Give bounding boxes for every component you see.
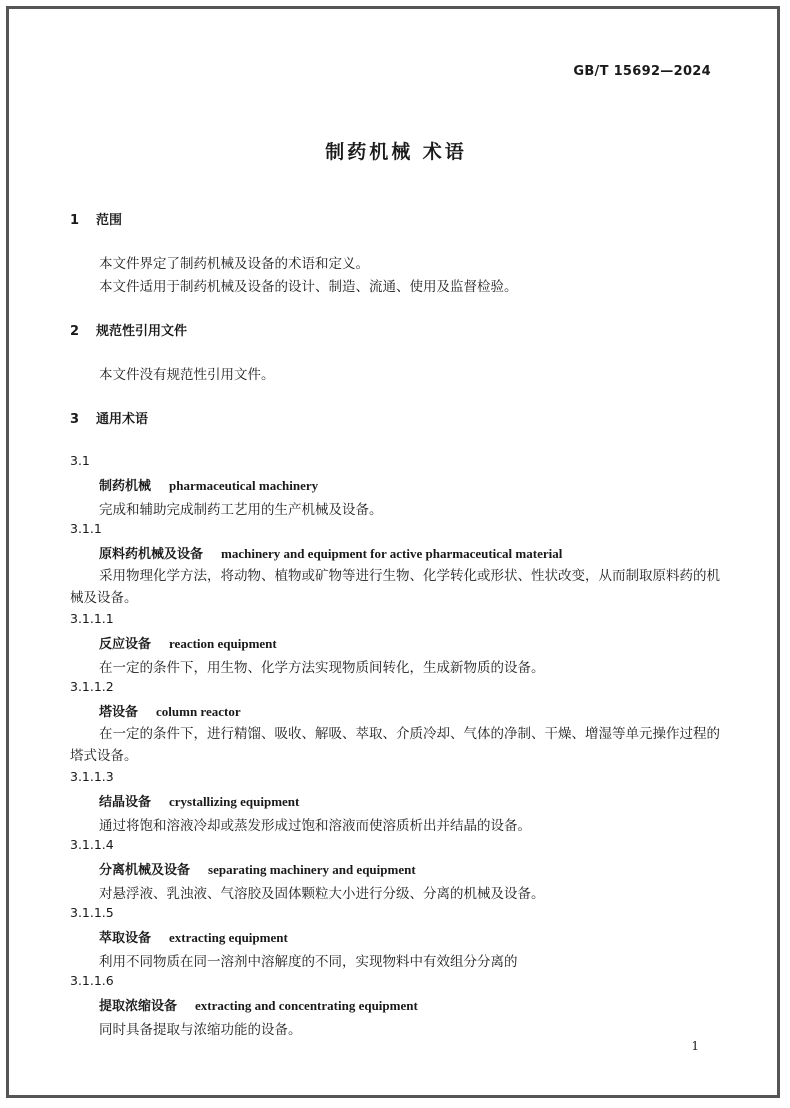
term-definition: 在一定的条件下，用生物、化学方法实现物质间转化，生成新物质的设备。 <box>99 660 545 676</box>
term-en: pharmaceutical machinery <box>169 478 319 493</box>
term-entry <box>99 995 418 1014</box>
standard-code: GB/T 15692—2024 <box>573 64 711 79</box>
term-en: extracting and concentrating equipment <box>195 998 418 1013</box>
term-en: machinery and equipment for active pharmaceutical material <box>221 546 563 561</box>
section-number: 2 <box>70 324 80 339</box>
term-en: column reactor <box>156 704 241 719</box>
section-heading-general-terms <box>70 408 148 427</box>
term-entry <box>99 791 299 810</box>
term-en: extracting equipment <box>169 930 288 945</box>
term-definition: 利用不同物质在同一溶剂中溶解度的不同，实现物料中有效组分分离的 <box>99 954 518 970</box>
page-number: 1 <box>691 1039 699 1053</box>
term-zh: 萃取设备 <box>99 931 152 946</box>
term-zh: 制药机械 <box>99 479 152 494</box>
clause-number: 3.1.1.6 <box>70 973 114 988</box>
section-number: 3 <box>70 412 80 427</box>
clause-number: 3.1.1.5 <box>70 905 114 920</box>
clause-number: 3.1 <box>70 453 90 468</box>
section-title: 规范性引用文件 <box>96 324 188 339</box>
clause-number: 3.1.1.1 <box>70 611 114 626</box>
term-en: crystallizing equipment <box>169 794 300 809</box>
term-zh: 分离机械及设备 <box>99 863 191 878</box>
scope-paragraph-1: 本文件界定了制药机械及设备的术语和定义。 <box>99 256 369 272</box>
term-definition: 通过将饱和溶液冷却或蒸发形成过饱和溶液而使溶质析出并结晶的设备。 <box>99 818 531 834</box>
section-title: 范围 <box>96 213 123 228</box>
term-definition: 同时具备提取与浓缩功能的设备。 <box>99 1022 302 1038</box>
term-definition: 完成和辅助完成制药工艺用的生产机械及设备。 <box>99 502 383 518</box>
term-definition: 对悬浮液、乳浊液、气溶胶及固体颗粒大小进行分级、分离的机械及设备。 <box>99 886 545 902</box>
document-page <box>6 6 780 1098</box>
term-entry <box>99 475 318 494</box>
term-zh: 塔设备 <box>99 705 139 720</box>
term-entry <box>99 701 241 720</box>
clause-number: 3.1.1.2 <box>70 679 114 694</box>
term-entry <box>99 927 288 946</box>
term-definition: 采用物理化学方法，将动物、植物或矿物等进行生物、化学转化或形状、性状改变，从而制取原料药的机械及设备。 <box>70 568 720 606</box>
section-number: 1 <box>70 213 80 228</box>
normative-paragraph: 本文件没有规范性引用文件。 <box>99 367 275 383</box>
term-entry <box>99 859 416 878</box>
clause-number: 3.1.1.3 <box>70 769 114 784</box>
term-zh: 反应设备 <box>99 637 152 652</box>
term-zh: 结晶设备 <box>99 795 152 810</box>
document-title: 制药机械 术语 <box>325 141 467 163</box>
term-entry <box>99 543 562 562</box>
clause-number: 3.1.1.4 <box>70 837 114 852</box>
term-en: reaction equipment <box>169 636 277 651</box>
section-heading-normative <box>70 320 187 339</box>
term-en: separating machinery and equipment <box>208 862 416 877</box>
section-title: 通用术语 <box>96 412 149 427</box>
term-zh: 原料药机械及设备 <box>99 547 204 562</box>
scope-paragraph-2: 本文件适用于制药机械及设备的设计、制造、流通、使用及监督检验。 <box>99 279 518 295</box>
clause-number: 3.1.1 <box>70 521 102 536</box>
term-definition: 在一定的条件下，进行精馏、吸收、解吸、萃取、介质冷却、气体的净制、干燥、增湿等单元操作过程的塔式设备。 <box>70 726 720 764</box>
term-zh: 提取浓缩设备 <box>99 999 178 1014</box>
term-entry <box>99 633 277 652</box>
section-heading-scope <box>70 209 122 228</box>
